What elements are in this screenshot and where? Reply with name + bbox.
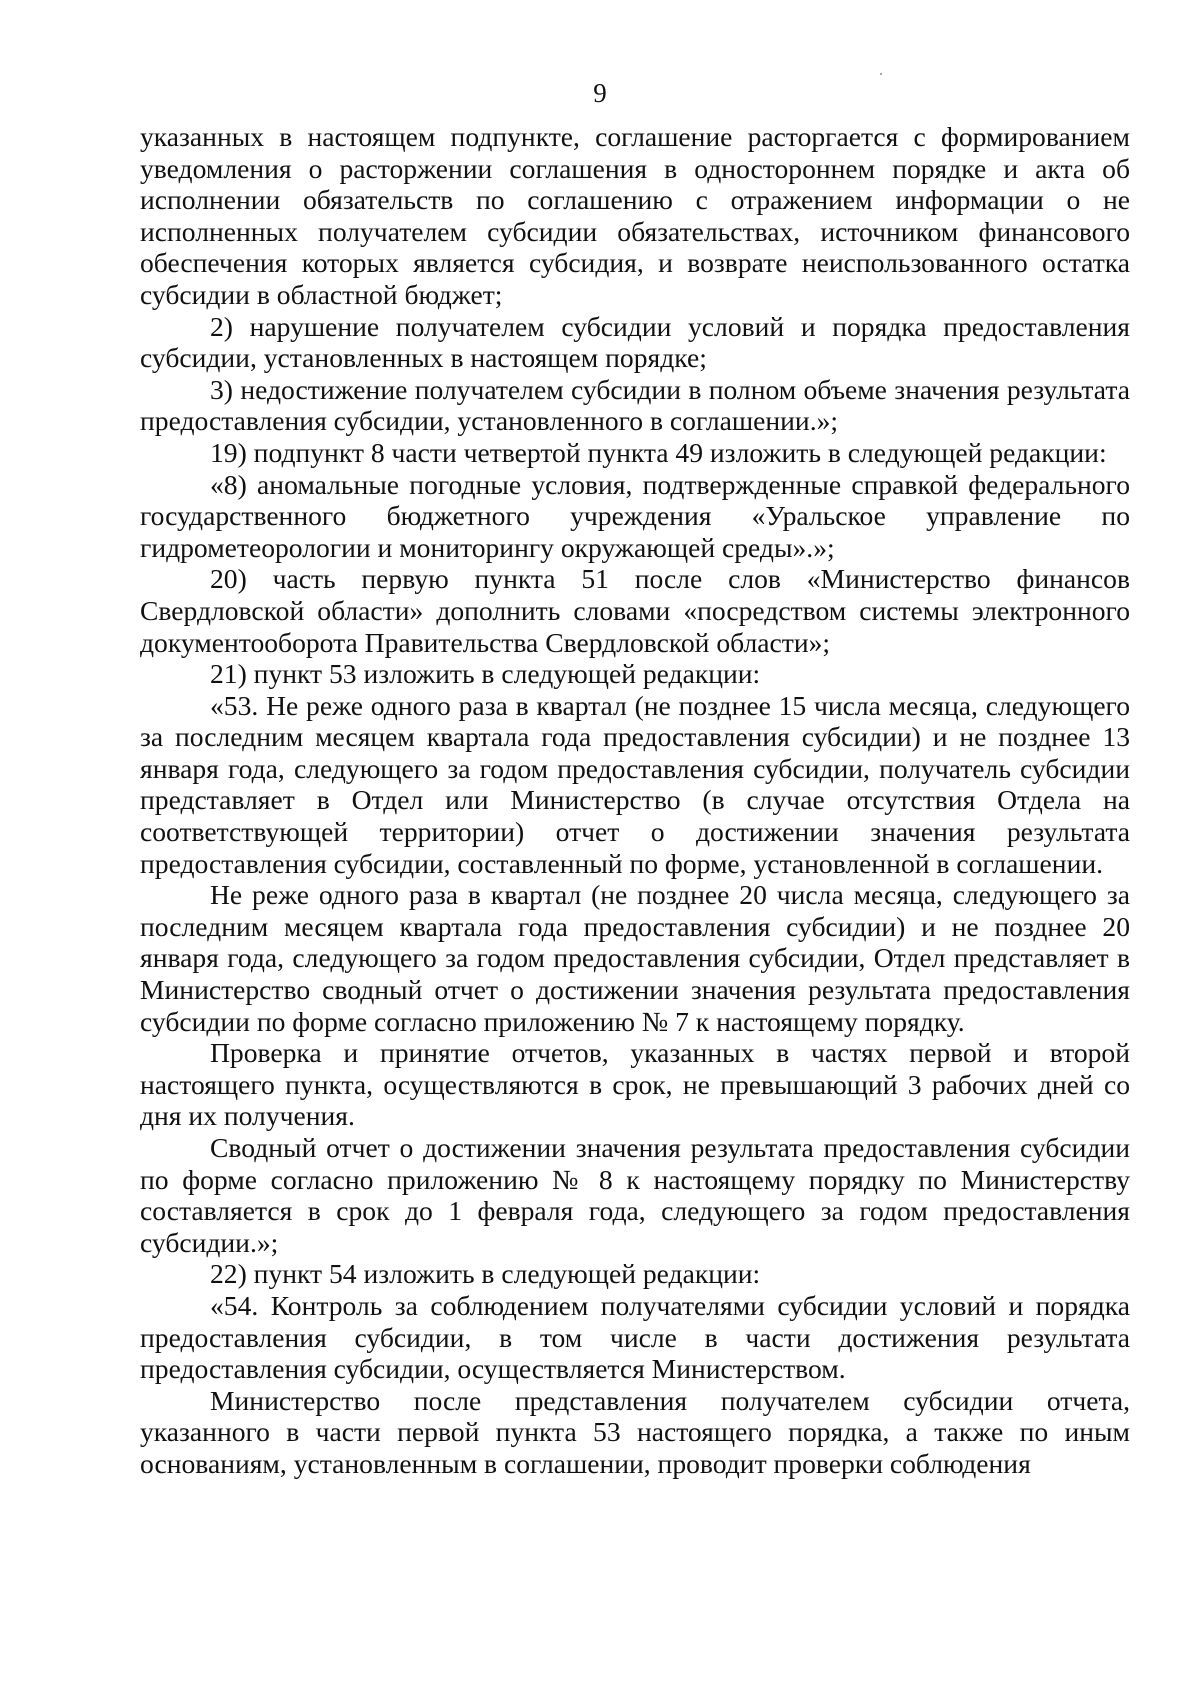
document-body [140,121,1130,1480]
paragraph-continuation: указанных в настоящем подпункте, соглашение расторгается с формированием уведомления о расторжении соглашения в одностороннем порядке и акта об исполнении обязательств по соглашению с отражением информации о не исполненных получателем субсидии обязательствах, источником финансового обеспечения которых является субсидия, и возврате неиспользованного остатка субсидии в областной бюджет; [140,121,1130,310]
paragraph-54-part-2: Министерство после представления получателем субсидии отчета, указанного в части первой пункта 53 настоящего порядка, а также по иным основаниям, установленным в соглашении, проводит проверки соблюдения [140,1384,1130,1479]
paragraph-amendment-20: 20) часть первую пункта 51 после слов «Министерство финансов Свердловской области» дополнить словами «посредством системы электронного документооборота Правительства Свердловской области»; [140,563,1130,658]
paragraph-quote-8: «8) аномальные погодные условия, подтвержденные справкой федерального государственного бюджетного учреждения «Уральское управление по гидрометеорологии и мониторингу окружающей среды».»; [140,468,1130,563]
scan-speck [880,73,882,75]
paragraph-amendment-19: 19) подпункт 8 части четвертой пункта 49 изложить в следующей редакции: [210,436,1107,468]
paragraph-quote-53: «53. Не реже одного раза в квартал (не позднее 15 числа месяца, следующего за последним месяцем квартала года предоставления субсидии) и не позднее 13 января года, следующего за годом предоставления субсидии, получатель субсидии представляет в Отдел или Министерство (в случае отсутствия Отдела на соответствующей территории) отчет о достижении значения результата предоставления субсидии, составленный по форме, установленной в соглашении. [140,689,1130,879]
paragraph-53-part-4: Сводный отчет о достижении значения результата предоставления субсидии по форме согласно приложению № 8 к настоящему порядку по Министерству составляется в срок до 1 февраля года, следующего за годом предоставления субсидии.»; [140,1132,1130,1258]
paragraph-53-part-3: Проверка и принятие отчетов, указанных в частях первой и второй настоящего пункта, осуществляются в срок, не превышающий 3 рабочих дней со дня их получения. [140,1037,1130,1132]
paragraph-amendment-22: 22) пункт 54 изложить в следующей редакции: [210,1258,761,1290]
paragraph-quote-54: «54. Контроль за соблюдением получателями субсидии условий и порядка предоставления субсидии, в том числе в части достижения результата предоставления субсидии, осуществляется Министерством. [140,1289,1130,1385]
paragraph-item-3: 3) недостижение получателем субсидии в полном объеме значения результата предоставления субсидии, установленного в соглашении.»; [140,373,1130,437]
paragraph-amendment-21: 21) пункт 53 изложить в следующей редакции: [210,658,761,690]
page-number: 9 [593,78,607,108]
paragraph-item-2: 2) нарушение получателем субсидии условий и порядка предоставления субсидии, установленных в настоящем порядке; [140,310,1130,374]
paragraph-53-part-2: Не реже одного раза в квартал (не позднее 20 числа месяца, следующего за последним месяцем квартала года предоставления субсидии) и не позднее 20 января года, следующего за годом предоставления субсидии, Отдел представляет в Министерство сводный отчет о достижении значения результата предоставления субсидии по форме согласно приложению № 7 к настоящему порядку. [140,879,1130,1037]
